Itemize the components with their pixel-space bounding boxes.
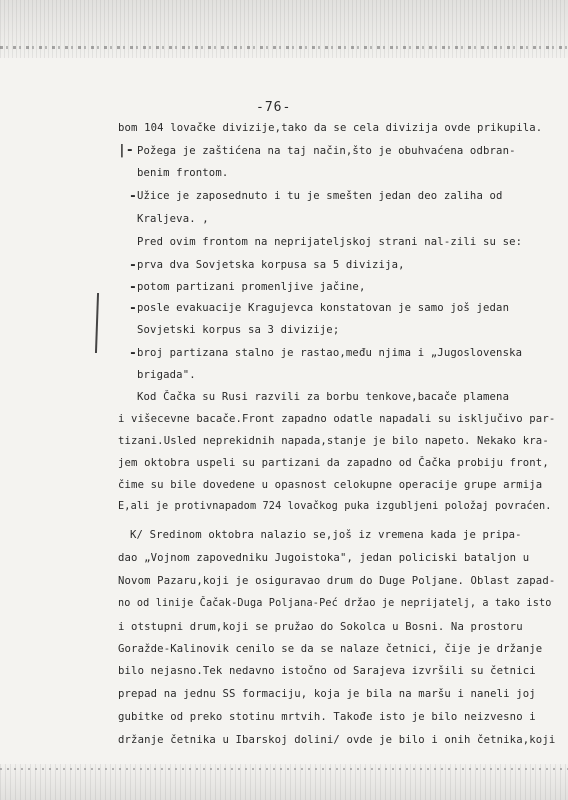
text-line: Kraljeva. , xyxy=(137,213,209,225)
text-line: Goražde-Kalinovik cenilo se da se nalaze četnici, čije je držanje xyxy=(118,643,543,655)
text-line: broj partizana stalno je rastao,među njima i „Jugoslovenska xyxy=(137,347,523,359)
text-line: tizani.Usled neprekidnih napada,stanje je bilo napeto. Nekako kra- xyxy=(118,435,549,447)
text-line: prepad na jednu SS formaciju, koja je bila na maršu i naneli joj xyxy=(118,688,536,700)
scan-top-noise xyxy=(0,0,568,58)
margin-annotation-bar xyxy=(95,293,99,353)
text-line: prva dva Sovjetska korpusa sa 5 divizija, xyxy=(137,259,405,271)
text-line: E,ali je protivnapadom 724 lovačkog puka izgubljeni položaj povraćen. xyxy=(118,501,552,512)
text-line: i višecevne bacače.Front zapadno odatle napadali su isključivo par- xyxy=(118,413,556,425)
text-line: no od linije Čačak-Duga Poljana-Peć držao je neprijatelj, a tako isto xyxy=(118,598,552,609)
text-line: dao „Vojnom zapovedniku Jugoistoka", jedan policiski bataljon u xyxy=(118,552,530,564)
bullet-dash: - xyxy=(129,301,137,316)
text-line: K/ Sredinom oktobra nalazio se,još iz vremena kada je pripa- xyxy=(130,529,522,541)
page-number: -76- xyxy=(256,100,292,115)
text-line: Užice je zaposednuto i tu je smešten jedan deo zaliha od xyxy=(137,190,503,202)
text-line: držanje četnika u Ibarskoj dolini/ ovde je bilo i onih četnika,koji xyxy=(118,734,556,746)
margin-mark: |- xyxy=(118,143,134,158)
text-line: Novom Pazaru,koji je osiguravao drum do Duge Poljane. Oblast zapad- xyxy=(118,575,556,587)
text-line: brigada". xyxy=(137,369,196,381)
text-line: posle evakuacije Kragujevca konstatovan je samo još jedan xyxy=(137,302,510,314)
text-line: gubitke od preko stotinu mrtvih. Takođe isto je bilo neizvesno i xyxy=(118,711,536,723)
text-line: i otstupni drum,koji se pružao do Sokolca u Bosni. Na prostoru xyxy=(118,621,523,633)
text-line: Sovjetski korpus sa 3 divizije; xyxy=(137,324,340,336)
text-line: potom partizani promenljive jačine, xyxy=(137,281,366,293)
text-line: čime su bile dovedene u opasnost celokupne operacije grupe armija xyxy=(118,479,543,491)
text-line: benim frontom. xyxy=(137,167,229,179)
text-line: Požega je zaštićena na taj način,što je obuhvaćena odbran- xyxy=(137,145,516,157)
text-line: Pred ovim frontom na neprijateljskoj strani nal-zili su se: xyxy=(137,236,523,248)
bullet-dash: - xyxy=(129,258,137,273)
scan-top-artifact xyxy=(0,46,568,49)
scan-bottom-artifact xyxy=(0,768,568,770)
bullet-dash: - xyxy=(129,189,137,204)
text-line: bom 104 lovačke divizije,tako da se cela divizija ovde prikupila. xyxy=(118,122,543,134)
text-line: jem oktobra uspeli su partizani da zapadno od Čačka probiju front, xyxy=(118,457,549,469)
text-line: Kod Čačka su Rusi razvili za borbu tenkove,bacače plamena xyxy=(137,391,510,403)
text-line: bilo nejasno.Tek nedavno istočno od Sarajeva izvršili su četnici xyxy=(118,665,536,677)
bullet-dash: - xyxy=(129,280,137,295)
bullet-dash: - xyxy=(129,346,137,361)
